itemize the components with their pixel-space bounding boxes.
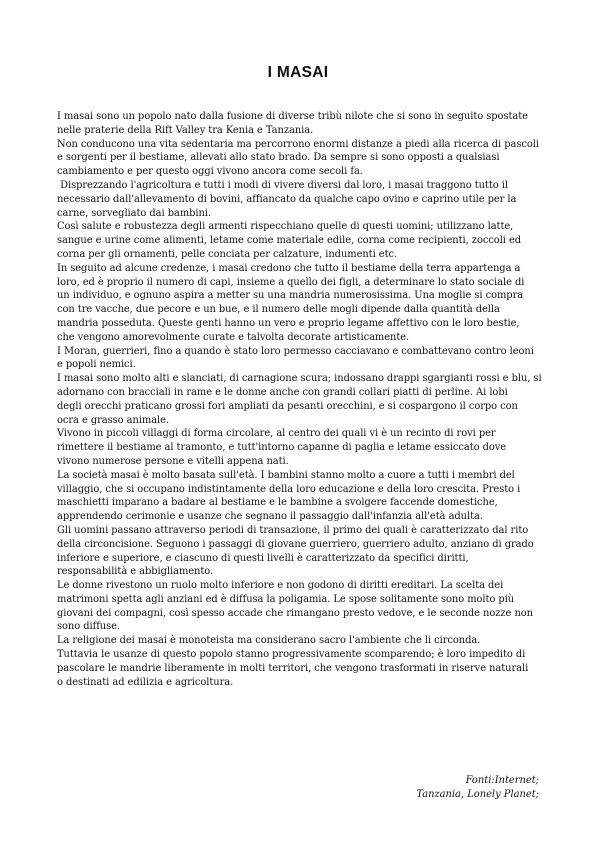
body-line: villaggio, che si occupano indistintamente della loro educazione e della loro crescita. Presto i bbox=[57, 483, 521, 495]
body-line: sono diffuse. bbox=[57, 621, 121, 633]
body-line: pascolare le mandrie liberamente in molti territori, che vengono trasformati in riserve naturali bbox=[57, 662, 529, 674]
body-line: I masai sono un popolo nato dalla fusione di diverse tribù nilote che si sono in seguito spostate bbox=[57, 111, 528, 122]
body-line: inferiore e superiore, e ciascuno di questi livelli è caratterizzato da specifici diritti, bbox=[57, 552, 469, 564]
body-line: della circoncisione. Seguono i passaggi di giovane guerriero, guerriero adulto, anziano di grado bbox=[57, 538, 534, 550]
body-line: Le donne rivestono un ruolo molto inferiore e non godono di diritti ereditari. La scelta dei bbox=[57, 580, 504, 592]
body-line: I masai sono molto alti e slanciati, di carnagione scura; indossano drappi sgargianti rossi e blu, si bbox=[57, 373, 542, 385]
document-body bbox=[57, 110, 547, 689]
body-line: adornano con bracciali in rame e le donne anche con grandi collari piatti di perline. Ai lobi bbox=[57, 386, 508, 398]
body-line: ocra e grasso animale. bbox=[57, 414, 170, 426]
body-line: loro, ed è proprio il numero di capi, insieme a quello dei figli, a determinare lo stato sociale di bbox=[57, 276, 525, 288]
body-line: rimettere il bestiame al tramonto, e tutt'intorno capanne di paglia e letame essiccato dove bbox=[57, 442, 507, 454]
body-line: apprendendo cerimonie e usanze che segnano il passaggio dall'infanzia all'età adulta. bbox=[57, 511, 483, 523]
body-line: Così salute e robustezza degli armenti rispecchiano quelle di questi uomini; utilizzano latte, bbox=[57, 221, 514, 233]
body-line: cambiamento e per questo oggi vivono ancora come secoli fa. bbox=[57, 166, 363, 178]
body-line: matrimoni spetta agli anziani ed è diffusa la poligamia. Le spose solitamente sono molto più bbox=[57, 593, 515, 605]
body-line: un individuo, e ognuno aspira a metter su una mandria numerosissima. Una moglie si compra bbox=[57, 290, 524, 302]
body-line: che vengono amorevolmente curate e talvolta decorate artisticamente. bbox=[57, 331, 410, 343]
body-line: Tuttavia le usanze di questo popolo stanno progressivamente scomparendo; è loro impedito di bbox=[57, 649, 526, 661]
body-line: La società masai è molto basata sull'età. I bambini stanno molto a cuore a tutti i membri del bbox=[57, 469, 515, 481]
body-line: maschietti imparano a badare al bestiame e le bambine a svolgere faccende domestiche, bbox=[57, 497, 498, 509]
body-line: I Moran, guerrieri, fino a quando è stato loro permesso cacciavano e combattevano contro leoni bbox=[57, 345, 534, 357]
body-line: giovani dei compagni, così spesso accade che rimangano presto vedove, e le seconde nozze non bbox=[57, 607, 533, 619]
body-line: In seguito ad alcune credenze, i masai credono che tutto il bestiame della terra appartenga a bbox=[57, 262, 521, 274]
body-line: nelle praterie della Rift Valley tra Kenia e Tanzania. bbox=[57, 124, 314, 136]
body-line: Disprezzando l'agricoltura e tutti i modi di vivere diversi dal loro, i masai traggono tutto il bbox=[57, 179, 508, 191]
body-line: necessario dall'allevamento di bovini, affiancato da qualche capo ovino e caprino utile per la bbox=[57, 193, 517, 205]
body-line: mandria posseduta. Queste genti hanno un vero e proprio legame affettivo con le loro bestie, bbox=[57, 317, 520, 329]
body-line: responsabilità e abbigliamento. bbox=[57, 566, 214, 578]
body-line: con tre vacche, due pecore e un bue, e il numero delle mogli dipende dalla quantità della bbox=[57, 304, 500, 316]
body-line: carne, sorvegliato dai bambini. bbox=[57, 207, 212, 219]
body-line: degli orecchi praticano grossi fori ampliati da pesanti orecchini, e si cospargono il corpo con bbox=[57, 400, 518, 412]
body-line: La religione dei masai è monoteista ma considerano sacro l'ambiente che li circonda. bbox=[57, 635, 481, 647]
body-line: Non conducono una vita sedentaria ma percorrono enormi distanze a piedi alla ricerca di pascoli bbox=[57, 138, 539, 150]
body-line: vivono numerose persone e vitelli appena nati. bbox=[57, 455, 289, 467]
body-line: o destinati ad edilizia e agricoltura. bbox=[57, 676, 234, 688]
body-line: e sorgenti per il bestiame, allevati allo stato brado. Da sempre si sono opposti a qualsiasi bbox=[57, 152, 500, 164]
document-title: I MASAI bbox=[267, 64, 329, 81]
body-line: corna per gli ornamenti, pelle conciata per calzature, indumenti etc. bbox=[57, 248, 398, 260]
body-line: sangue e urine come alimenti, letame come materiale edile, corna come recipienti, zoccoli ed bbox=[57, 235, 522, 247]
sources-note bbox=[416, 774, 539, 802]
source-line: Fonti:Internet; bbox=[465, 775, 539, 786]
body-line: e popoli nemici. bbox=[57, 359, 136, 371]
source-line: Tanzania, Lonely Planet; bbox=[416, 788, 539, 800]
body-line: Gli uomini passano attraverso periodi di transazione, il primo dei quali è caratterizzato dal rito bbox=[57, 524, 529, 536]
body-line: Vivono in piccoli villaggi di forma circolare, al centro dei quali vi è un recinto di rovi per bbox=[57, 428, 496, 440]
